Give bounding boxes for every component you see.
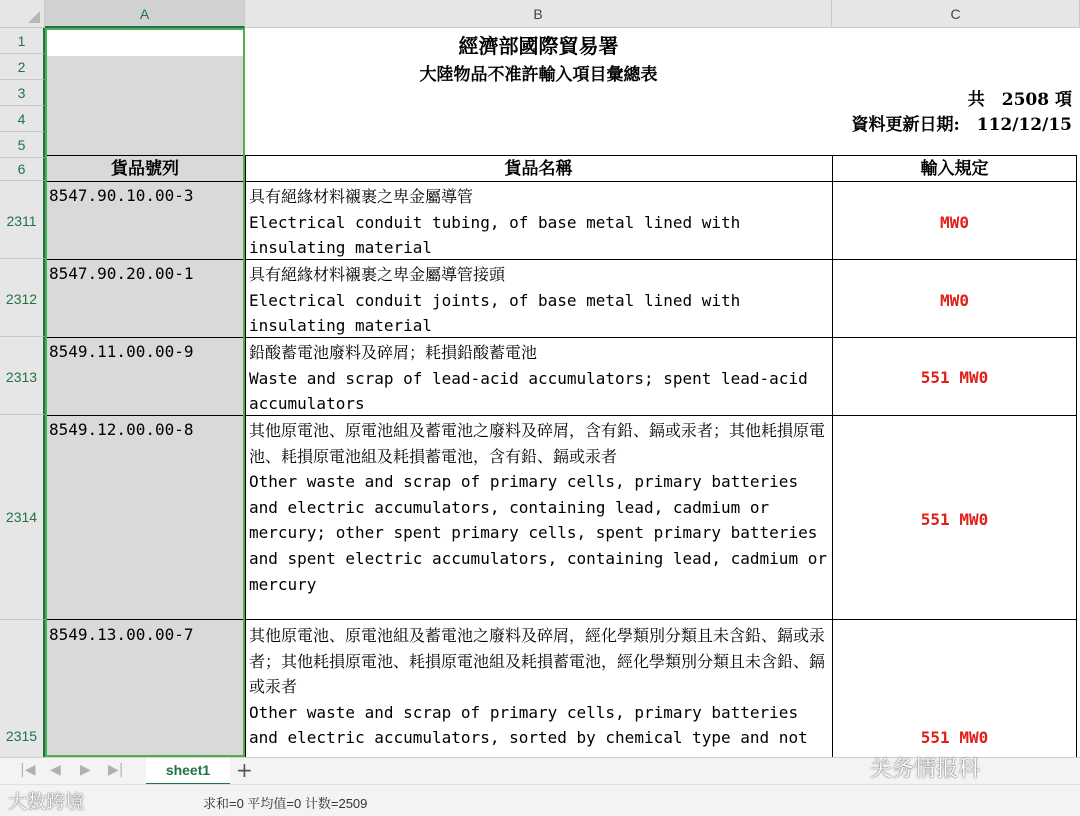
row-header[interactable]	[0, 158, 45, 181]
table-row-code[interactable]: 8549.12.00.00-8	[49, 420, 194, 439]
table-row-code[interactable]: 8547.90.10.00-3	[49, 186, 194, 205]
description-zh: 鉛酸蓄電池廢料及碎屑；耗損鉛酸蓄電池	[249, 343, 538, 362]
description-zh: 具有絕緣材料襯裹之卑金屬導管	[249, 187, 474, 206]
row-number: 2	[17, 59, 26, 75]
tab-sheet1[interactable]: sheet1	[146, 758, 230, 785]
table-row-description[interactable]	[249, 340, 831, 417]
description-en: Electrical conduit tubing, of base metal lined with insulating material	[249, 212, 741, 258]
table-row-description[interactable]	[249, 418, 831, 597]
row-header[interactable]	[0, 80, 45, 106]
table-row-code[interactable]: 8549.13.00.00-7	[49, 625, 194, 644]
row-header[interactable]	[0, 337, 45, 415]
row-header[interactable]	[0, 132, 45, 158]
select-all-triangle	[28, 11, 40, 23]
description-zh: 具有絕緣材料襯裹之卑金屬導管接頭	[249, 265, 506, 284]
import-rule[interactable]: 551 MW0	[920, 510, 989, 529]
description-zh: 其他原電池、原電池組及蓄電池之廢料及碎屑，含有鉛、鎘或汞者；其他耗損原電池、耗損原電池組及耗損蓄電池，含有鉛、鎘或汞者	[249, 421, 826, 466]
row-number: 2311	[6, 213, 37, 229]
column-header-a[interactable]: A	[45, 0, 245, 28]
table-row-code[interactable]: 8549.11.00.00-9	[49, 342, 194, 361]
selection-stats: 求和=0 平均值=0 计数=2509	[203, 796, 368, 811]
import-rule[interactable]: MW0	[940, 213, 969, 232]
row-header[interactable]	[0, 415, 45, 620]
row-number: 2313	[5, 369, 38, 385]
row-number: 2315	[5, 728, 38, 744]
total-count: 共 2508 項	[967, 90, 1072, 110]
row-header[interactable]	[0, 181, 45, 259]
import-rule[interactable]: 551 MW0	[920, 728, 989, 747]
prev-sheet-icon[interactable]: ◀	[50, 762, 61, 778]
row-number: 6	[17, 161, 26, 177]
row-number: 2314	[5, 509, 38, 525]
description-en: Electrical conduit joints, of base metal lined with insulating material	[249, 290, 741, 336]
last-sheet-icon[interactable]: ▶|	[108, 762, 124, 778]
header-rule: 輸入規定	[920, 159, 989, 179]
row-number: 2312	[5, 291, 38, 307]
table-row-code[interactable]: 8547.90.20.00-1	[49, 264, 194, 283]
add-sheet-button[interactable]: +	[236, 758, 253, 782]
header-name: 貨品名稱	[504, 159, 573, 179]
description-zh: 其他原電池、原電池組及蓄電池之廢料及碎屑，經化學類別分類且未含鉛、鎘或汞者；其他耗損原電池、耗損原電池組及耗損蓄電池，經化學類別分類且未含鉛、鎘或汞者	[249, 626, 826, 697]
table-border	[1076, 155, 1077, 757]
column-header-c[interactable]: C	[832, 0, 1080, 28]
row-header[interactable]	[0, 620, 45, 757]
next-sheet-icon[interactable]: ▶	[80, 762, 91, 778]
status-bar	[0, 784, 1080, 816]
first-sheet-icon[interactable]: |◀	[20, 762, 36, 778]
row-header[interactable]	[0, 259, 45, 337]
row-number: 1	[17, 33, 26, 49]
table-border	[45, 181, 1077, 182]
report-subtitle: 大陸物品不准許輸入項目彙總表	[419, 65, 658, 85]
table-row-description[interactable]	[249, 623, 831, 751]
table-border	[45, 619, 1077, 620]
import-rule[interactable]: 551 MW0	[920, 368, 989, 387]
active-cell-a1[interactable]	[46, 29, 243, 56]
description-en: Waste and scrap of lead-acid accumulators; spent lead-acid accumulators	[249, 368, 808, 414]
row-header[interactable]	[0, 106, 45, 132]
row-number: 5	[17, 137, 26, 153]
description-en: Other waste and scrap of primary cells, primary batteries and electric accumulators, containing lead, cadmium or mercury; other spent primary cells, spent primary batteries and spent electric accumulators, containing lead, cadmium or mercury	[249, 472, 827, 594]
header-code: 貨品號列	[111, 159, 179, 179]
select-all-corner[interactable]	[0, 0, 45, 28]
update-date: 資料更新日期: 112/12/15	[851, 115, 1072, 135]
table-border	[245, 155, 246, 757]
row-number: 4	[17, 111, 26, 127]
column-a-cells[interactable]	[45, 28, 245, 757]
row-header[interactable]	[0, 28, 45, 54]
table-row-description[interactable]	[249, 184, 831, 261]
import-rule[interactable]: MW0	[940, 291, 969, 310]
table-row-description[interactable]	[249, 262, 831, 339]
description-en: Other waste and scrap of primary cells, primary batteries and electric accumulators, sorted by chemical type and not	[249, 702, 808, 748]
row-number: 3	[17, 85, 26, 101]
watermark-left: 大数跨境	[8, 791, 85, 813]
watermark-right: 关务情报科	[870, 757, 981, 782]
report-title: 經濟部國際貿易署	[458, 34, 619, 58]
column-header-b[interactable]: B	[245, 0, 832, 28]
table-border	[832, 155, 833, 757]
row-header[interactable]	[0, 54, 45, 80]
